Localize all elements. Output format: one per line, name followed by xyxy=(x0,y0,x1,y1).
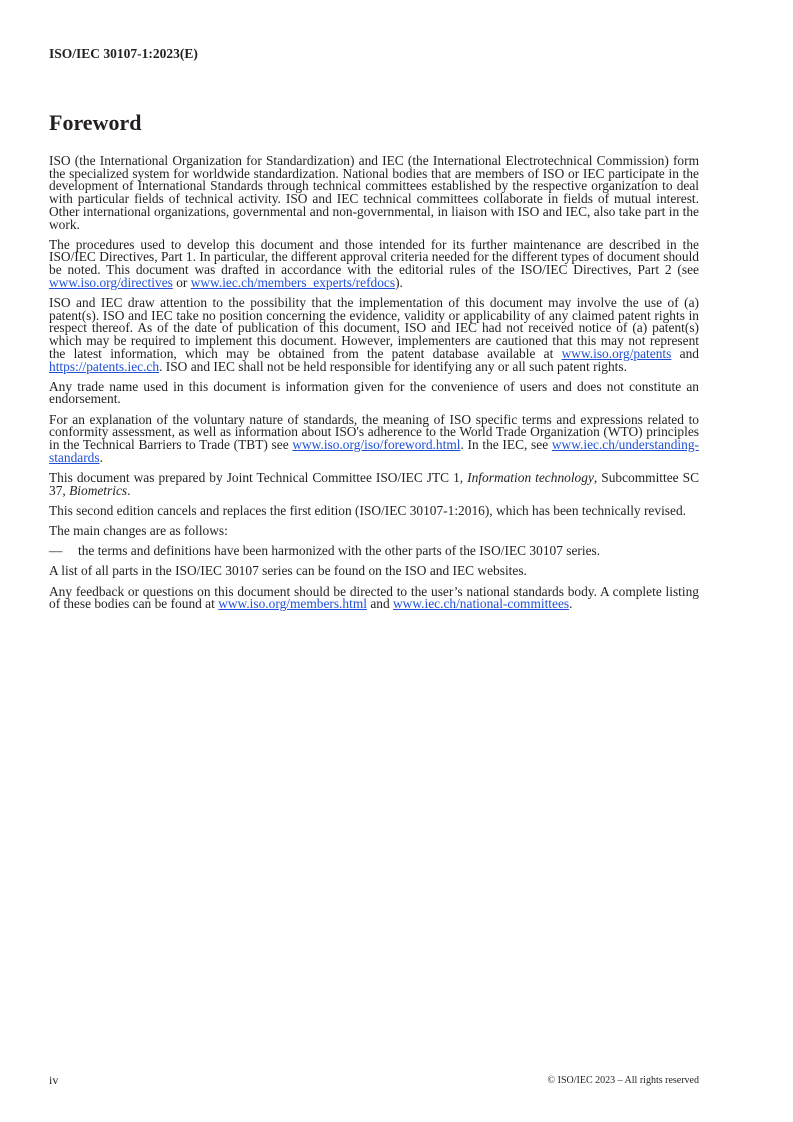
text: . In the IEC, see xyxy=(460,437,552,453)
text: For an explanation of the voluntary nature of standards, the meaning of ISO specific terms and expressions related to conformity assessment, as well as information about ISO's adherence to the World Trade Organization (WTO) principles in the Technical Barriers to Trade (TBT) see xyxy=(49,411,699,453)
link-iso-foreword[interactable]: www.iso.org/iso/foreword.html xyxy=(292,437,461,453)
text: . xyxy=(99,449,103,465)
link-iec-national-committees[interactable]: www.iec.ch/national-committees xyxy=(393,596,570,612)
text: or xyxy=(172,274,191,290)
text: The procedures used to develop this document and those intended for its further maintenance are described in the ISO/IEC Directives, Part 1. In particular, the different approval criteria needed for the different types of document should be noted. This document was drafted in accordance with the editorial rules of the ISO/IEC Directives, Part 2 (see xyxy=(49,236,699,278)
page-number: iv xyxy=(49,1073,59,1087)
text: and xyxy=(671,345,699,361)
copyright-notice: © ISO/IEC 2023 – All rights reserved xyxy=(547,1075,699,1086)
text: . xyxy=(127,482,131,498)
text: . ISO and IEC shall not be held responsible for identifying any or all such patent rights. xyxy=(159,358,627,374)
link-iec-understanding-standards[interactable]: www.iec.ch/understanding-standards xyxy=(49,437,699,465)
paragraph-trade-name: Any trade name used in this document is information given for the convenience of users and does not constitute an endorsement. xyxy=(49,378,699,407)
committee-name: Information technology xyxy=(467,469,594,485)
text: ). xyxy=(395,274,403,290)
paragraph-patents xyxy=(49,297,699,373)
paragraph-voluntary-nature xyxy=(49,411,699,465)
page-title: Foreword xyxy=(49,110,142,135)
paragraph-prepared-by xyxy=(49,469,700,498)
paragraph-organizations: ISO (the International Organization for Standardization) and IEC (the International Electrotechnical Commission) form the specialized system for worldwide standardization. National bodies that are members of ISO or IEC participate in the development of International Standards through technical committees established by the respective organization to deal with particular fields of technical activity. ISO and IEC technical committees collaborate in fields of mutual interest. Other international organizations, governmental and non-governmental, in liaison with ISO and IEC, also take part in the work. xyxy=(49,153,699,232)
paragraph-feedback xyxy=(49,583,699,612)
paragraph-parts-list: A list of all parts in the ISO/IEC 30107 series can be found on the ISO and IEC websites. xyxy=(49,563,527,579)
text: Any feedback or questions on this document should be directed to the user’s national standards body. A complete listing of these bodies can be found at xyxy=(49,583,699,612)
link-iso-patents[interactable]: www.iso.org/patents xyxy=(561,345,672,361)
text: , Subcommittee SC 37, xyxy=(49,469,700,498)
link-iso-members[interactable]: www.iso.org/members.html xyxy=(218,596,367,612)
link-iec-patents[interactable]: https://patents.iec.ch xyxy=(49,358,160,374)
foreword-body xyxy=(49,155,699,619)
paragraph-main-changes: The main changes are as follows: xyxy=(49,523,228,539)
text: . xyxy=(569,596,573,612)
document-id-header: ISO/IEC 30107-1:2023(E) xyxy=(49,46,198,61)
list-item xyxy=(49,545,699,558)
text: and xyxy=(366,596,393,612)
subcommittee-name: Biometrics xyxy=(69,482,128,498)
list-item-text: the terms and definitions have been harmonized with the other parts of the ISO/IEC 30107 series. xyxy=(78,543,601,559)
text: ISO and IEC draw attention to the possibility that the implementation of this document may involve the use of (a) patent(s). ISO and IEC take no position concerning the evidence, validity or applicability of any claimed patent rights in respect thereof. As of the date of publication of this document, ISO and IEC had not received notice of (a) patent(s) which may be required to implement this document. However, implementers are cautioned that this may not represent the latest information, which may be obtained from the patent database available at xyxy=(49,295,699,361)
link-iso-directives[interactable]: www.iso.org/directives xyxy=(49,274,173,290)
text: This document was prepared by Joint Technical Committee ISO/IEC JTC 1, xyxy=(49,469,468,485)
dash-bullet: — xyxy=(49,543,63,559)
paragraph-edition: This second edition cancels and replaces the first edition (ISO/IEC 30107-1:2016), which has been technically revised. xyxy=(49,502,686,518)
link-iec-refdocs[interactable]: www.iec.ch/members_experts/refdocs xyxy=(190,274,396,290)
paragraph-procedures xyxy=(49,236,699,290)
